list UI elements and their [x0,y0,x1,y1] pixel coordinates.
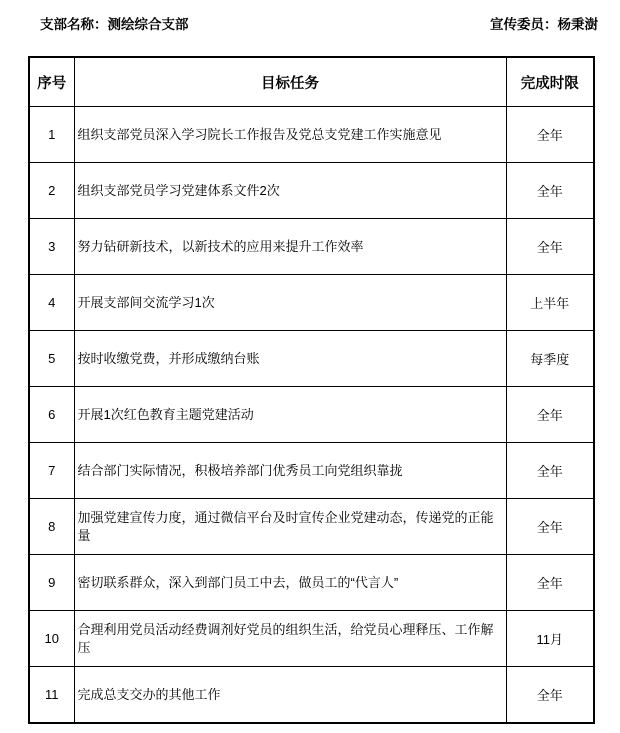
cell-deadline: 全年 [506,555,594,611]
cell-task: 加强党建宣传力度，通过微信平台及时宣传企业党建动态，传递党的正能量 [74,499,506,555]
cell-deadline: 每季度 [506,331,594,387]
cell-deadline: 全年 [506,107,594,163]
publicity-officer-label: 宣传委员： [490,17,558,32]
table-row [29,219,594,275]
cell-task: 按时收缴党费，并形成缴纳台账 [74,331,506,387]
cell-no: 2 [29,163,74,219]
cell-task: 开展1次红色教育主题党建活动 [74,387,506,443]
branch-name-value: 测绘综合支部 [107,17,189,32]
cell-no: 4 [29,275,74,331]
publicity-officer [490,16,598,34]
cell-deadline: 全年 [506,219,594,275]
cell-deadline: 全年 [506,443,594,499]
table-row [29,275,594,331]
table-row [29,443,594,499]
task-table [28,56,595,724]
col-header-deadline: 完成时限 [506,57,594,107]
table-row [29,611,594,667]
cell-deadline: 上半年 [506,275,594,331]
table-row [29,387,594,443]
cell-task: 完成总支交办的其他工作 [74,667,506,724]
cell-no: 5 [29,331,74,387]
cell-deadline: 全年 [506,387,594,443]
cell-no: 8 [29,499,74,555]
cell-no: 3 [29,219,74,275]
branch-name [40,16,189,34]
cell-task: 努力钻研新技术，以新技术的应用来提升工作效率 [74,219,506,275]
cell-deadline: 全年 [506,667,594,724]
cell-task: 组织支部党员深入学习院长工作报告及党总支党建工作实施意见 [74,107,506,163]
table-row [29,499,594,555]
cell-deadline: 11月 [506,611,594,667]
cell-no: 11 [29,667,74,724]
table-row [29,331,594,387]
publicity-officer-value: 杨秉澍 [557,17,598,32]
table-row [29,163,594,219]
col-header-no: 序号 [29,57,74,107]
col-header-task: 目标任务 [74,57,506,107]
cell-deadline: 全年 [506,499,594,555]
branch-name-label: 支部名称： [40,17,108,32]
table-header-row [29,57,594,107]
cell-deadline: 全年 [506,163,594,219]
cell-no: 10 [29,611,74,667]
cell-task: 开展支部间交流学习1次 [74,275,506,331]
cell-no: 6 [29,387,74,443]
cell-no: 9 [29,555,74,611]
table-row [29,107,594,163]
cell-task: 组织支部党员学习党建体系文件2次 [74,163,506,219]
cell-no: 1 [29,107,74,163]
cell-task: 结合部门实际情况，积极培养部门优秀员工向党组织靠拢 [74,443,506,499]
cell-no: 7 [29,443,74,499]
table-row [29,555,594,611]
cell-task: 密切联系群众，深入到部门员工中去，做员工的“代言人” [74,555,506,611]
doc-header [0,0,620,34]
cell-task: 合理利用党员活动经费调剂好党员的组织生活，给党员心理释压、工作解压 [74,611,506,667]
table-row [29,667,594,724]
